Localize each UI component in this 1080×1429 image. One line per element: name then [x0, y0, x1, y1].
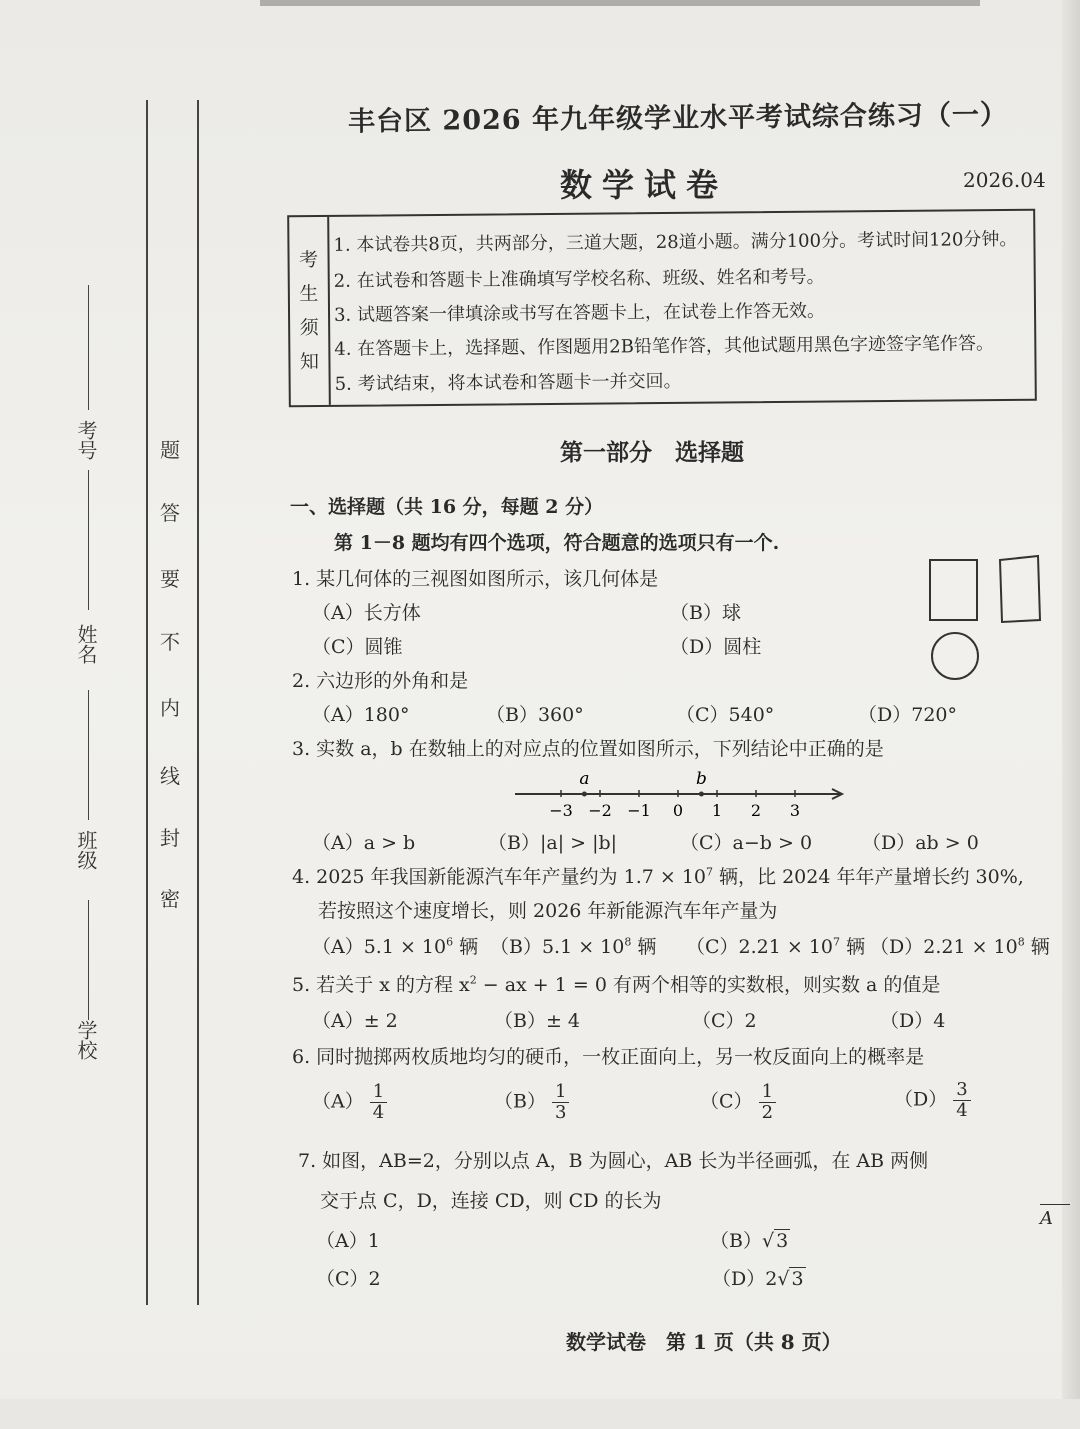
q5-option-d: （D）4	[880, 1010, 946, 1032]
number-line-tick-label: 3	[789, 801, 801, 820]
seal-char: 要	[160, 567, 180, 591]
q7-option-c: （C）2	[316, 1268, 381, 1290]
notice-item: 1. 本试卷共8页，共两部分，三道大题，28道小题。满分100分。考试时间120分钟。	[333, 228, 1018, 256]
subject-title: 数学试卷	[560, 166, 729, 204]
q1-three-view-figure	[920, 550, 1050, 685]
notice-label-char: 考	[298, 248, 319, 272]
seal-char: 题	[160, 438, 180, 462]
q1-stem: 1. 某几何体的三视图如图所示，该几何体是	[292, 568, 659, 590]
q7-stem-line2: 交于点 C，D，连接 CD，则 CD 的长为	[320, 1190, 662, 1212]
q2-option-b: （B）360°	[486, 704, 584, 726]
number-line-tick-label: 2	[750, 801, 762, 820]
q1-option-d: （D）圆柱	[670, 636, 762, 658]
q4-option-a	[312, 932, 478, 959]
q3-option-c: （C）a−b > 0	[680, 832, 813, 854]
q4-c-unit: 辆	[840, 936, 866, 958]
fraction-denominator: 3	[555, 1102, 567, 1123]
q6-d-fraction	[953, 1080, 970, 1121]
q6-b-fraction	[552, 1082, 569, 1123]
point-a-label: a	[579, 769, 590, 789]
notice-item: 2. 在试卷和答题卡上准确填写学校名称、班级、姓名和考号。	[333, 266, 825, 292]
q6-option-d	[894, 1080, 971, 1121]
q6-b-label: （B）	[494, 1090, 546, 1113]
q7-option-d	[712, 1264, 806, 1291]
q4-exponent: 7	[706, 865, 713, 879]
q6-a-fraction	[370, 1082, 387, 1123]
q4-c-text: （C）2.21 × 10	[686, 936, 834, 958]
q3-option-a: （A）a > b	[312, 832, 416, 854]
q7-stem-line1: 7. 如图，AB=2，分别以点 A，B 为圆心，AB 长为半径画弧，在 AB 两侧	[298, 1150, 929, 1172]
notice-label-char: 须	[299, 316, 319, 340]
q6-a-label: （A）	[312, 1090, 364, 1113]
q5-stem-text: 5. 若关于 x 的方程 x	[292, 974, 470, 996]
q3-stem: 3. 实数 a，b 在数轴上的对应点的位置如图所示，下列结论中正确的是	[292, 738, 884, 760]
section-instruction: 第 1－8 题均有四个选项，符合题意的选项只有一个.	[334, 532, 780, 554]
school-blank-line	[88, 900, 89, 1020]
q5-option-c: （C）2	[692, 1010, 757, 1032]
part1-heading: 第一部分 选择题	[560, 439, 744, 466]
top-shadow	[260, 0, 980, 6]
q2-option-d: （D）720°	[858, 704, 957, 726]
edge-rule	[1040, 1204, 1070, 1205]
q4-d-text: （D）2.21 × 10	[870, 936, 1018, 958]
fraction-numerator: 1	[370, 1082, 387, 1103]
q4-b-exp: 8	[624, 935, 632, 949]
fraction-denominator: 4	[372, 1102, 385, 1123]
point-b-dot	[699, 792, 704, 797]
q4-stem-line2: 若按照这个速度增长，则 2026 年新能源汽车年产量为	[318, 900, 778, 922]
q5-stem	[292, 970, 940, 997]
top-view-circle	[932, 633, 978, 679]
q3-number-line	[510, 766, 850, 822]
fraction-numerator: 1	[759, 1082, 776, 1103]
section-title: 一、选择题（共 16 分，每题 2 分）	[290, 496, 604, 518]
q7-d-label: （D）2	[712, 1268, 778, 1290]
binding-class	[72, 830, 101, 870]
fraction-denominator: 4	[956, 1100, 968, 1121]
number-line-tick-label: −2	[588, 801, 612, 820]
q6-option-a	[312, 1082, 387, 1123]
q3-option-d: （D）ab > 0	[862, 832, 979, 854]
number-line-tick-label: 1	[711, 801, 723, 820]
q4-a-unit: 辆	[453, 936, 479, 958]
exam-title: 丰台区 2026 年九年级学业水平考试综合练习（一）	[347, 99, 1009, 138]
sqrt-radicand: 3	[791, 1268, 804, 1290]
edge-letter: A	[1040, 1208, 1053, 1229]
sqrt-sign: √	[761, 1230, 775, 1252]
q7-b-label: （B）	[710, 1230, 762, 1252]
exam-no-label: 考号	[74, 420, 98, 460]
q6-option-c	[700, 1082, 776, 1123]
right-page-edge	[1062, 0, 1080, 1429]
q4-option-b	[490, 932, 656, 959]
q2-option-c: （C）540°	[676, 704, 775, 726]
q4-d-exp: 8	[1017, 935, 1025, 949]
q6-stem: 6. 同时抛掷两枚质地均匀的硬币，一枚正面向上，另一枚反面向上的概率是	[292, 1046, 925, 1068]
point-a-dot	[582, 792, 587, 797]
sqrt-sign: √	[777, 1268, 790, 1290]
notice-item: 3. 试题答案一律填涂或书写在答题卡上，在试卷上作答无效。	[333, 300, 826, 326]
seal-char: 密	[160, 887, 180, 911]
name-label: 姓名	[74, 624, 98, 664]
notice-label-char: 知	[299, 350, 320, 374]
q5-exponent: 2	[469, 973, 477, 987]
seal-char: 内	[160, 696, 180, 720]
number-line-tick-label: −1	[627, 801, 651, 820]
q4-option-d	[870, 932, 1050, 959]
notice-item: 4. 在答题卡上，选择题、作图题用2B铅笔作答，其他试题用黑色字迹签字笔作答。	[334, 333, 994, 360]
sqrt-radicand: 3	[776, 1230, 789, 1252]
q6-option-b	[494, 1082, 569, 1123]
q4-a-text: （A）5.1 × 10	[312, 936, 447, 958]
fraction-numerator: 3	[953, 1080, 970, 1101]
q4-d-unit: 辆	[1024, 936, 1050, 958]
q7-option-b	[710, 1226, 790, 1253]
q6-c-label: （C）	[700, 1090, 753, 1113]
q4-stem-line1	[292, 862, 1024, 889]
seal-char: 封	[160, 826, 180, 850]
binding-line-left	[146, 100, 148, 1305]
q5-stem-text-cont: − ax + 1 = 0 有两个相等的实数根，则实数 a 的值是	[476, 974, 941, 996]
q1-option-c: （C）圆锥	[312, 636, 403, 658]
q2-option-a: （A）180°	[312, 704, 410, 726]
q4-c-exp: 7	[833, 935, 841, 949]
class-blank-line	[88, 690, 89, 820]
q4-b-text: （B）5.1 × 10	[490, 936, 625, 958]
q6-c-fraction	[759, 1082, 776, 1123]
number-line-tick-label: −3	[549, 801, 573, 820]
binding-name	[72, 624, 101, 664]
class-label: 班级	[74, 830, 98, 870]
exam-date: 2026.04	[963, 168, 1046, 192]
fraction-denominator: 2	[761, 1102, 774, 1123]
notice-item: 5. 考试结束，将本试卷和答题卡一并交回。	[334, 370, 682, 395]
q1-option-a: （A）长方体	[312, 602, 421, 624]
notice-label-char: 生	[299, 282, 319, 306]
q4-stem-text: 4. 2025 年我国新能源汽车年产量约为 1.7 × 10	[292, 866, 706, 888]
number-line-tick-label: 0	[672, 801, 684, 820]
q4-a-exp: 6	[446, 935, 454, 949]
q4-b-unit: 辆	[631, 936, 657, 958]
page-footer: 数学试卷 第 1 页（共 8 页）	[566, 1330, 842, 1354]
q3-option-b: （B）|a| > |b|	[488, 832, 618, 854]
q2-stem: 2. 六边形的外角和是	[292, 670, 469, 692]
binding-exam-no	[72, 420, 101, 460]
candidate-notice-box	[287, 209, 1037, 408]
q4-stem-text-cont: 辆，比 2024 年年产量增长约 30%,	[713, 866, 1024, 888]
notice-label	[289, 217, 331, 405]
q4-option-c	[686, 932, 865, 959]
q7-option-a: （A）1	[316, 1230, 380, 1252]
fraction-numerator: 1	[552, 1082, 569, 1103]
front-view-rect	[930, 560, 977, 620]
q5-option-b: （B）± 4	[494, 1010, 581, 1032]
school-label: 学校	[74, 1020, 98, 1060]
binding-school	[72, 1020, 101, 1060]
exam-no-blank-line	[88, 285, 89, 410]
seal-char: 不	[160, 630, 180, 654]
binding-line-right	[197, 100, 199, 1305]
seal-char: 答	[160, 501, 180, 525]
side-view-rect	[1000, 556, 1040, 622]
point-b-label: b	[695, 769, 707, 789]
bottom-page-edge	[0, 1399, 1080, 1429]
q6-d-label: （D）	[894, 1088, 948, 1111]
name-blank-line	[88, 470, 89, 610]
seal-char: 线	[160, 764, 180, 788]
q5-option-a: （A）± 2	[312, 1010, 398, 1032]
q1-option-b: （B）球	[670, 602, 741, 624]
